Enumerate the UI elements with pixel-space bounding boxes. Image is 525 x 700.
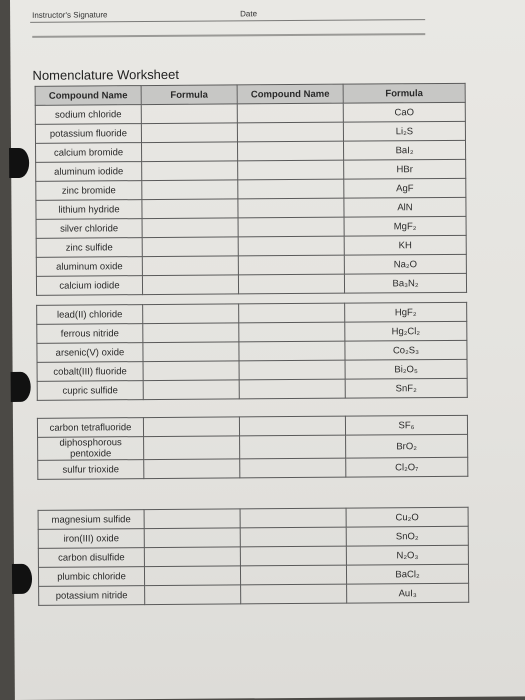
name-answer-cell[interactable] bbox=[239, 416, 345, 436]
compound-name: sodium chloride bbox=[35, 105, 141, 125]
formula-answer-cell[interactable] bbox=[143, 417, 239, 437]
formula: Ba₃N₂ bbox=[344, 273, 466, 293]
formula-answer-cell[interactable] bbox=[143, 342, 239, 362]
date-label: Date bbox=[240, 9, 258, 19]
section2-table bbox=[36, 302, 468, 401]
formula: N₂O₃ bbox=[346, 545, 468, 565]
section3-table bbox=[37, 415, 468, 480]
name-answer-cell[interactable] bbox=[238, 160, 344, 180]
compound-name: iron(III) oxide bbox=[38, 529, 144, 549]
name-answer-cell[interactable] bbox=[240, 435, 346, 459]
name-answer-cell[interactable] bbox=[239, 379, 345, 399]
col-header-formula: Formula bbox=[343, 83, 465, 103]
name-answer-cell[interactable] bbox=[240, 546, 346, 566]
formula: HgF₂ bbox=[345, 302, 467, 322]
formula-answer-cell[interactable] bbox=[145, 585, 241, 605]
formula: Cu₂O bbox=[346, 507, 468, 527]
formula: BrO₂ bbox=[346, 434, 468, 458]
formula: Cl₂O₇ bbox=[346, 457, 468, 477]
compound-name: magnesium sulfide bbox=[38, 510, 144, 530]
formula: HBr bbox=[344, 159, 466, 179]
name-answer-cell[interactable] bbox=[240, 527, 346, 547]
table-row bbox=[37, 378, 467, 400]
name-answer-cell[interactable] bbox=[241, 584, 347, 604]
name-answer-cell[interactable] bbox=[238, 217, 344, 237]
name-answer-cell[interactable] bbox=[238, 236, 344, 256]
formula: MgF₂ bbox=[344, 216, 466, 236]
compound-name: potassium nitride bbox=[39, 586, 145, 606]
name-answer-cell[interactable] bbox=[237, 141, 343, 161]
formula-answer-cell[interactable] bbox=[144, 528, 240, 548]
formula: BaCl₂ bbox=[346, 564, 468, 584]
section1-table bbox=[35, 83, 467, 296]
compound-name: arsenic(V) oxide bbox=[37, 343, 143, 363]
worksheet-page bbox=[10, 0, 525, 700]
signature-line bbox=[30, 19, 425, 23]
formula-answer-cell[interactable] bbox=[142, 275, 238, 295]
formula-answer-cell[interactable] bbox=[142, 256, 238, 276]
compound-name: carbon disulfide bbox=[38, 548, 144, 568]
formula: Co₂S₃ bbox=[345, 340, 467, 360]
formula: Li₂S bbox=[343, 121, 465, 141]
formula-answer-cell[interactable] bbox=[143, 323, 239, 343]
section4-table bbox=[38, 507, 470, 606]
formula: AgF bbox=[344, 178, 466, 198]
formula-answer-cell[interactable] bbox=[144, 509, 240, 529]
binder-hole bbox=[9, 148, 29, 178]
name-answer-cell[interactable] bbox=[238, 179, 344, 199]
formula: SF₆ bbox=[345, 415, 467, 435]
compound-name: aluminum oxide bbox=[36, 257, 142, 277]
formula: SnO₂ bbox=[346, 526, 468, 546]
binder-hole bbox=[11, 372, 31, 402]
name-answer-cell[interactable] bbox=[239, 322, 345, 342]
table-row bbox=[39, 583, 469, 605]
compound-name: zinc sulfide bbox=[36, 238, 142, 258]
compound-name: potassium fluoride bbox=[35, 124, 141, 144]
compound-name: sulfur trioxide bbox=[38, 460, 144, 480]
formula-answer-cell[interactable] bbox=[144, 436, 240, 460]
table-row bbox=[38, 457, 468, 479]
page-title: Nomenclature Worksheet bbox=[32, 66, 180, 83]
name-answer-cell[interactable] bbox=[240, 565, 346, 585]
compound-name: cobalt(III) fluoride bbox=[37, 362, 143, 382]
formula: KH bbox=[344, 235, 466, 255]
col-header-compound-name: Compound Name bbox=[237, 84, 343, 104]
col-header-formula: Formula bbox=[141, 85, 237, 105]
name-answer-cell[interactable] bbox=[239, 360, 345, 380]
formula-answer-cell[interactable] bbox=[144, 566, 240, 586]
binder-hole bbox=[12, 564, 32, 594]
table-row bbox=[36, 273, 466, 295]
compound-name: zinc bromide bbox=[36, 181, 142, 201]
formula: AlN bbox=[344, 197, 466, 217]
compound-name: ferrous nitride bbox=[37, 324, 143, 344]
formula-answer-cell[interactable] bbox=[141, 142, 237, 162]
compound-name: plumbic chloride bbox=[38, 567, 144, 587]
formula: Na₂O bbox=[344, 254, 466, 274]
formula-answer-cell[interactable] bbox=[141, 104, 237, 124]
formula: BaI₂ bbox=[343, 140, 465, 160]
compound-name: lithium hydride bbox=[36, 200, 142, 220]
formula: CaO bbox=[343, 102, 465, 122]
formula-answer-cell[interactable] bbox=[143, 380, 239, 400]
instructor-signature-label: Instructor's Signature bbox=[32, 10, 108, 20]
formula-answer-cell[interactable] bbox=[142, 199, 238, 219]
divider-line bbox=[32, 33, 425, 38]
formula-answer-cell[interactable] bbox=[142, 161, 238, 181]
compound-name: calcium iodide bbox=[36, 276, 142, 296]
col-header-compound-name: Compound Name bbox=[35, 86, 141, 106]
formula: AuI₃ bbox=[347, 583, 469, 603]
name-answer-cell[interactable] bbox=[238, 274, 344, 294]
compound-name: lead(II) chloride bbox=[37, 305, 143, 325]
compound-name: aluminum iodide bbox=[36, 162, 142, 182]
formula-answer-cell[interactable] bbox=[143, 361, 239, 381]
name-answer-cell[interactable] bbox=[237, 122, 343, 142]
compound-name: calcium bromide bbox=[36, 143, 142, 163]
name-answer-cell[interactable] bbox=[238, 255, 344, 275]
formula-answer-cell[interactable] bbox=[142, 218, 238, 238]
formula: SnF₂ bbox=[345, 378, 467, 398]
compound-name: cupric sulfide bbox=[37, 381, 143, 401]
compound-name: diphosphorous pentoxide bbox=[38, 437, 144, 461]
formula-answer-cell[interactable] bbox=[143, 304, 239, 324]
name-answer-cell[interactable] bbox=[238, 198, 344, 218]
name-answer-cell[interactable] bbox=[240, 508, 346, 528]
formula-answer-cell[interactable] bbox=[142, 180, 238, 200]
formula-answer-cell[interactable] bbox=[142, 237, 238, 257]
name-answer-cell[interactable] bbox=[237, 103, 343, 123]
formula-answer-cell[interactable] bbox=[141, 123, 237, 143]
formula: Hg₂Cl₂ bbox=[345, 321, 467, 341]
compound-name: silver chloride bbox=[36, 219, 142, 239]
formula-answer-cell[interactable] bbox=[144, 547, 240, 567]
formula: Bi₂O₅ bbox=[345, 359, 467, 379]
formula-answer-cell[interactable] bbox=[144, 459, 240, 479]
table-row bbox=[38, 434, 468, 460]
name-answer-cell[interactable] bbox=[239, 341, 345, 361]
name-answer-cell[interactable] bbox=[239, 303, 345, 323]
name-answer-cell[interactable] bbox=[240, 458, 346, 478]
compound-name: carbon tetrafluoride bbox=[37, 418, 143, 438]
